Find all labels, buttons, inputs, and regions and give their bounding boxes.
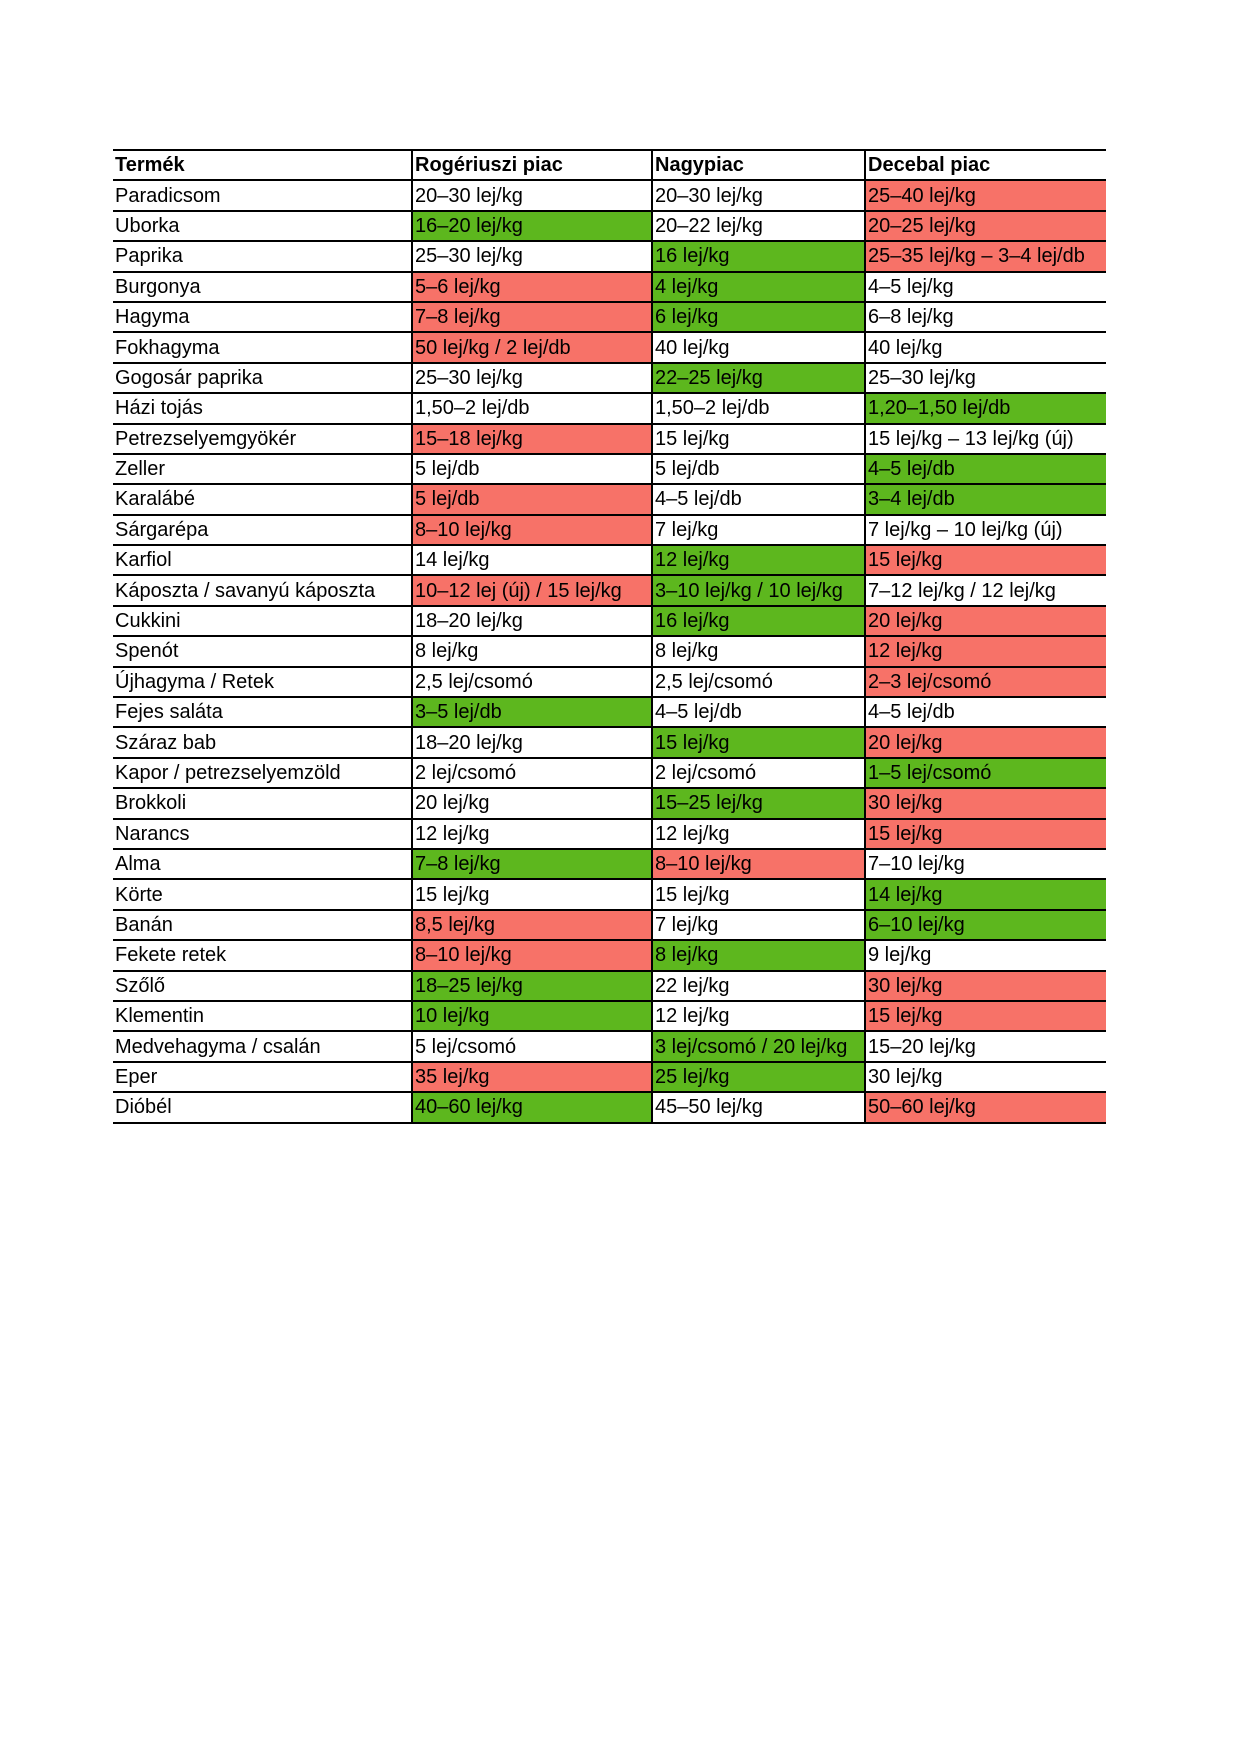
- price-cell-rogeriuszi-piac: 35 lej/kg: [412, 1062, 652, 1092]
- product-name-cell: Fekete retek: [113, 940, 412, 970]
- price-cell-rogeriuszi-piac: 2,5 lej/csomó: [412, 667, 652, 697]
- price-cell-decebal-piac: 20–25 lej/kg: [865, 211, 1106, 241]
- table-row: [113, 515, 1106, 545]
- price-cell-rogeriuszi-piac: 7–8 lej/kg: [412, 302, 652, 332]
- price-cell-nagypiac: 15 lej/kg: [652, 727, 865, 757]
- table-row: [113, 424, 1106, 454]
- price-cell-rogeriuszi-piac: 8 lej/kg: [412, 636, 652, 666]
- price-cell-nagypiac: 45–50 lej/kg: [652, 1092, 865, 1122]
- product-name-cell: Gogosár paprika: [113, 363, 412, 393]
- header-row: [113, 150, 1106, 180]
- price-cell-decebal-piac: 14 lej/kg: [865, 879, 1106, 909]
- table-row: [113, 667, 1106, 697]
- header-rogeriuszi-piac: Rogériuszi piac: [412, 150, 652, 180]
- price-cell-decebal-piac: 25–40 lej/kg: [865, 180, 1106, 210]
- price-cell-nagypiac: 4–5 lej/db: [652, 697, 865, 727]
- price-cell-nagypiac: 12 lej/kg: [652, 819, 865, 849]
- price-cell-nagypiac: 15 lej/kg: [652, 879, 865, 909]
- table-row: [113, 545, 1106, 575]
- product-name-cell: Eper: [113, 1062, 412, 1092]
- product-name-cell: Házi tojás: [113, 393, 412, 423]
- price-cell-rogeriuszi-piac: 8–10 lej/kg: [412, 515, 652, 545]
- price-cell-nagypiac: 7 lej/kg: [652, 910, 865, 940]
- table-row: [113, 332, 1106, 362]
- product-name-cell: Burgonya: [113, 272, 412, 302]
- table-row: [113, 180, 1106, 210]
- table-row: [113, 606, 1106, 636]
- table-row: [113, 1001, 1106, 1031]
- table-row: [113, 727, 1106, 757]
- table-row: [113, 484, 1106, 514]
- price-cell-nagypiac: 8 lej/kg: [652, 940, 865, 970]
- product-name-cell: Paprika: [113, 241, 412, 271]
- price-cell-nagypiac: 4 lej/kg: [652, 272, 865, 302]
- table-row: [113, 940, 1106, 970]
- price-cell-nagypiac: 16 lej/kg: [652, 241, 865, 271]
- price-cell-nagypiac: 12 lej/kg: [652, 1001, 865, 1031]
- product-name-cell: Zeller: [113, 454, 412, 484]
- table-row: [113, 971, 1106, 1001]
- price-cell-rogeriuszi-piac: 5 lej/db: [412, 454, 652, 484]
- price-cell-rogeriuszi-piac: 3–5 lej/db: [412, 697, 652, 727]
- table-row: [113, 879, 1106, 909]
- product-name-cell: Dióbél: [113, 1092, 412, 1122]
- price-cell-rogeriuszi-piac: 10 lej/kg: [412, 1001, 652, 1031]
- price-cell-nagypiac: 22 lej/kg: [652, 971, 865, 1001]
- price-cell-nagypiac: 7 lej/kg: [652, 515, 865, 545]
- table-row: [113, 211, 1106, 241]
- product-name-cell: Banán: [113, 910, 412, 940]
- price-cell-nagypiac: 2 lej/csomó: [652, 758, 865, 788]
- price-cell-decebal-piac: 4–5 lej/db: [865, 697, 1106, 727]
- price-cell-nagypiac: 4–5 lej/db: [652, 484, 865, 514]
- price-cell-nagypiac: 22–25 lej/kg: [652, 363, 865, 393]
- price-cell-decebal-piac: 25–30 lej/kg: [865, 363, 1106, 393]
- price-cell-decebal-piac: 3–4 lej/db: [865, 484, 1106, 514]
- product-name-cell: Száraz bab: [113, 727, 412, 757]
- price-cell-nagypiac: 40 lej/kg: [652, 332, 865, 362]
- product-name-cell: Hagyma: [113, 302, 412, 332]
- price-cell-decebal-piac: 1,20–1,50 lej/db: [865, 393, 1106, 423]
- table-row: [113, 272, 1106, 302]
- price-cell-rogeriuszi-piac: 15 lej/kg: [412, 879, 652, 909]
- price-cell-decebal-piac: 4–5 lej/kg: [865, 272, 1106, 302]
- price-cell-nagypiac: 25 lej/kg: [652, 1062, 865, 1092]
- price-cell-decebal-piac: 7–10 lej/kg: [865, 849, 1106, 879]
- product-name-cell: Körte: [113, 879, 412, 909]
- price-cell-decebal-piac: 30 lej/kg: [865, 971, 1106, 1001]
- price-cell-nagypiac: 3 lej/csomó / 20 lej/kg: [652, 1031, 865, 1061]
- price-cell-rogeriuszi-piac: 25–30 lej/kg: [412, 363, 652, 393]
- price-cell-decebal-piac: 7–12 lej/kg / 12 lej/kg: [865, 575, 1106, 605]
- price-cell-nagypiac: 8–10 lej/kg: [652, 849, 865, 879]
- table-row: [113, 697, 1106, 727]
- table-row: [113, 819, 1106, 849]
- price-cell-decebal-piac: 1–5 lej/csomó: [865, 758, 1106, 788]
- table-row: [113, 363, 1106, 393]
- price-cell-rogeriuszi-piac: 15–18 lej/kg: [412, 424, 652, 454]
- product-name-cell: Fejes saláta: [113, 697, 412, 727]
- price-cell-rogeriuszi-piac: 18–25 lej/kg: [412, 971, 652, 1001]
- price-cell-decebal-piac: 30 lej/kg: [865, 788, 1106, 818]
- price-cell-nagypiac: 15 lej/kg: [652, 424, 865, 454]
- price-cell-decebal-piac: 15 lej/kg – 13 lej/kg (új): [865, 424, 1106, 454]
- product-name-cell: Paradicsom: [113, 180, 412, 210]
- price-cell-decebal-piac: 2–3 lej/csomó: [865, 667, 1106, 697]
- table-row: [113, 454, 1106, 484]
- product-name-cell: Cukkini: [113, 606, 412, 636]
- product-name-cell: Klementin: [113, 1001, 412, 1031]
- price-cell-rogeriuszi-piac: 50 lej/kg / 2 lej/db: [412, 332, 652, 362]
- price-cell-decebal-piac: 15–20 lej/kg: [865, 1031, 1106, 1061]
- price-cell-decebal-piac: 40 lej/kg: [865, 332, 1106, 362]
- price-comparison-table: [113, 149, 1106, 1124]
- product-name-cell: Kapor / petrezselyemzöld: [113, 758, 412, 788]
- table-row: [113, 910, 1106, 940]
- price-cell-rogeriuszi-piac: 5–6 lej/kg: [412, 272, 652, 302]
- price-cell-nagypiac: 8 lej/kg: [652, 636, 865, 666]
- product-name-cell: Narancs: [113, 819, 412, 849]
- price-cell-decebal-piac: 30 lej/kg: [865, 1062, 1106, 1092]
- price-cell-nagypiac: 20–30 lej/kg: [652, 180, 865, 210]
- price-cell-decebal-piac: 20 lej/kg: [865, 606, 1106, 636]
- header-product: Termék: [113, 150, 412, 180]
- price-cell-decebal-piac: 9 lej/kg: [865, 940, 1106, 970]
- table-row: [113, 241, 1106, 271]
- price-cell-decebal-piac: 4–5 lej/db: [865, 454, 1106, 484]
- price-cell-rogeriuszi-piac: 14 lej/kg: [412, 545, 652, 575]
- table-row: [113, 575, 1106, 605]
- price-cell-nagypiac: 15–25 lej/kg: [652, 788, 865, 818]
- price-cell-decebal-piac: 6–10 lej/kg: [865, 910, 1106, 940]
- price-cell-decebal-piac: 20 lej/kg: [865, 727, 1106, 757]
- product-name-cell: Brokkoli: [113, 788, 412, 818]
- table-row: [113, 636, 1106, 666]
- product-name-cell: Spenót: [113, 636, 412, 666]
- table-body: [113, 180, 1106, 1122]
- product-name-cell: Újhagyma / Retek: [113, 667, 412, 697]
- price-cell-nagypiac: 5 lej/db: [652, 454, 865, 484]
- price-cell-decebal-piac: 15 lej/kg: [865, 545, 1106, 575]
- product-name-cell: Alma: [113, 849, 412, 879]
- table-row: [113, 1031, 1106, 1061]
- price-cell-nagypiac: 16 lej/kg: [652, 606, 865, 636]
- price-cell-rogeriuszi-piac: 16–20 lej/kg: [412, 211, 652, 241]
- price-cell-nagypiac: 20–22 lej/kg: [652, 211, 865, 241]
- price-cell-rogeriuszi-piac: 12 lej/kg: [412, 819, 652, 849]
- price-cell-rogeriuszi-piac: 5 lej/db: [412, 484, 652, 514]
- header-nagypiac: Nagypiac: [652, 150, 865, 180]
- price-cell-rogeriuszi-piac: 18–20 lej/kg: [412, 727, 652, 757]
- product-name-cell: Fokhagyma: [113, 332, 412, 362]
- price-cell-nagypiac: 12 lej/kg: [652, 545, 865, 575]
- price-cell-rogeriuszi-piac: 7–8 lej/kg: [412, 849, 652, 879]
- price-cell-rogeriuszi-piac: 5 lej/csomó: [412, 1031, 652, 1061]
- product-name-cell: Karalábé: [113, 484, 412, 514]
- table-row: [113, 849, 1106, 879]
- price-cell-rogeriuszi-piac: 10–12 lej (új) / 15 lej/kg: [412, 575, 652, 605]
- price-cell-decebal-piac: 50–60 lej/kg: [865, 1092, 1106, 1122]
- price-cell-decebal-piac: 7 lej/kg – 10 lej/kg (új): [865, 515, 1106, 545]
- price-cell-decebal-piac: 15 lej/kg: [865, 1001, 1106, 1031]
- product-name-cell: Karfiol: [113, 545, 412, 575]
- table-row: [113, 393, 1106, 423]
- product-name-cell: Medvehagyma / csalán: [113, 1031, 412, 1061]
- price-cell-rogeriuszi-piac: 25–30 lej/kg: [412, 241, 652, 271]
- product-name-cell: Káposzta / savanyú káposzta: [113, 575, 412, 605]
- price-cell-nagypiac: 3–10 lej/kg / 10 lej/kg: [652, 575, 865, 605]
- product-name-cell: Szőlő: [113, 971, 412, 1001]
- price-cell-rogeriuszi-piac: 8,5 lej/kg: [412, 910, 652, 940]
- price-cell-rogeriuszi-piac: 20–30 lej/kg: [412, 180, 652, 210]
- price-cell-rogeriuszi-piac: 40–60 lej/kg: [412, 1092, 652, 1122]
- price-cell-rogeriuszi-piac: 18–20 lej/kg: [412, 606, 652, 636]
- price-cell-nagypiac: 1,50–2 lej/db: [652, 393, 865, 423]
- table-row: [113, 1062, 1106, 1092]
- product-name-cell: Uborka: [113, 211, 412, 241]
- product-name-cell: Petrezselyemgyökér: [113, 424, 412, 454]
- table-row: [113, 788, 1106, 818]
- table-row: [113, 1092, 1106, 1122]
- table-row: [113, 758, 1106, 788]
- price-cell-rogeriuszi-piac: 8–10 lej/kg: [412, 940, 652, 970]
- table-row: [113, 302, 1106, 332]
- price-cell-rogeriuszi-piac: 1,50–2 lej/db: [412, 393, 652, 423]
- price-cell-decebal-piac: 12 lej/kg: [865, 636, 1106, 666]
- price-cell-decebal-piac: 25–35 lej/kg – 3–4 lej/db: [865, 241, 1106, 271]
- price-cell-decebal-piac: 6–8 lej/kg: [865, 302, 1106, 332]
- price-cell-nagypiac: 6 lej/kg: [652, 302, 865, 332]
- price-cell-rogeriuszi-piac: 20 lej/kg: [412, 788, 652, 818]
- price-cell-rogeriuszi-piac: 2 lej/csomó: [412, 758, 652, 788]
- product-name-cell: Sárgarépa: [113, 515, 412, 545]
- price-cell-decebal-piac: 15 lej/kg: [865, 819, 1106, 849]
- header-decebal-piac: Decebal piac: [865, 150, 1106, 180]
- price-cell-nagypiac: 2,5 lej/csomó: [652, 667, 865, 697]
